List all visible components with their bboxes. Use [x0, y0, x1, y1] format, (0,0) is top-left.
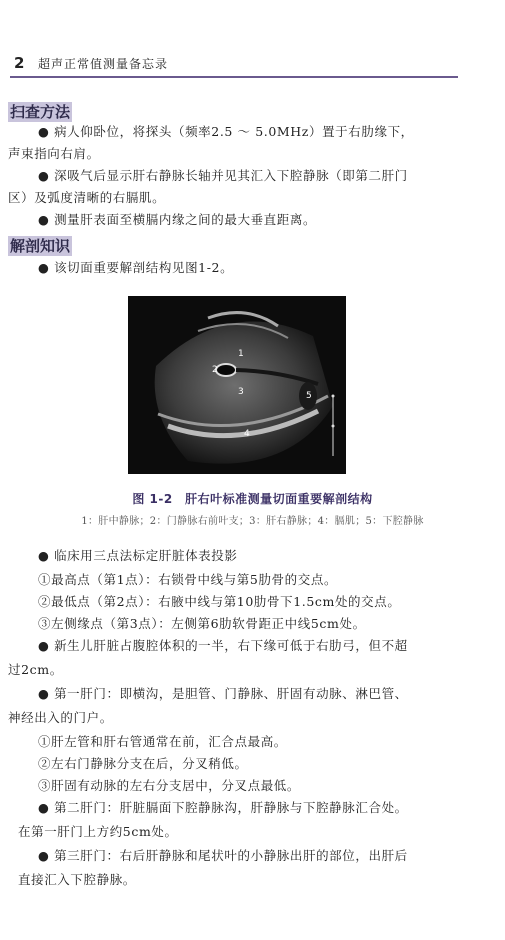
paragraph-line: ● 病人仰卧位，将探头（频率2.5 ～ 5.0MHz）置于右肋缘下，: [38, 124, 414, 139]
paragraph-line: ● 该切面重要解剖结构见图1-2。: [38, 260, 234, 275]
page-header: [0, 52, 505, 78]
book-title: 超声正常值测量备忘录: [38, 57, 169, 71]
paragraph-line: ①最高点（第1点）：右锁骨中线与第5肋骨的交点。: [38, 572, 338, 587]
section-title-anatomy: 解剖知识: [10, 237, 71, 255]
paragraph-line: ● 新生儿肝脏占腹腔体积的一半，右下缘可低于右肋弓，但不超: [38, 638, 408, 653]
paragraph-line: ● 第三肝门：右后肝静脉和尾状叶的小静脉出肝的部位，出肝后: [38, 848, 408, 863]
figure-label-2: 2: [212, 365, 218, 375]
paragraph-line: ● 临床用三点法标定肝脏体表投影: [38, 548, 238, 563]
ultrasound-image: [128, 296, 346, 474]
figure-caption-legend: 1：肝中静脉；2：门静脉右前叶支；3：肝右静脉；4：膈肌；5：下腔静脉: [81, 516, 424, 527]
ultrasound-svg: [128, 296, 346, 474]
figure-label-1: 1: [238, 349, 244, 359]
section-title-scan-method: 扫查方法: [10, 103, 71, 121]
paragraph-line: ● 第一肝门：即横沟，是胆管、门静脉、肝固有动脉、淋巴管、: [38, 686, 408, 701]
paragraph-line: 直接汇入下腔静脉。: [18, 872, 136, 887]
paragraph-line: ③肝固有动脉的左右分支居中，分叉点最低。: [38, 778, 301, 793]
paragraph-line: ①肝左管和肝右管通常在前，汇合点最高。: [38, 734, 287, 749]
paragraph-line: ● 第二肝门：肝脏膈面下腔静脉沟，肝静脉与下腔静脉汇合处。: [38, 800, 408, 815]
paragraph-line: ②左右门静脉分支在后，分叉稍低。: [38, 756, 248, 771]
paragraph-line: 声束指向右肩。: [8, 146, 100, 161]
paragraph-line: ②最低点（第2点）：右腋中线与第10肋骨下1.5cm处的交点。: [38, 594, 401, 609]
figure-caption-title: 图 1-2 肝右叶标准测量切面重要解剖结构: [132, 492, 373, 506]
paragraph-line: 在第一肝门上方约5cm处。: [18, 824, 178, 839]
figure-label-4: 4: [244, 429, 250, 439]
header-rule: [10, 76, 458, 78]
paragraph-line: ● 测量肝表面至横膈内缘之间的最大垂直距离。: [38, 212, 317, 227]
paragraph-line: 神经出入的门户。: [8, 710, 113, 725]
paragraph-line: ③左侧缘点（第3点）：左侧第6肋软骨距正中线5cm处。: [38, 616, 366, 631]
paragraph-line: 区）及弧度清晰的右膈肌。: [8, 190, 166, 205]
figure-label-5: 5: [306, 391, 312, 401]
page-number: 2: [14, 54, 25, 72]
paragraph-line: 过2cm。: [8, 662, 63, 677]
figure-label-3: 3: [238, 387, 244, 397]
paragraph-line: ● 深吸气后显示肝右静脉长轴并见其汇入下腔静脉（即第二肝门: [38, 168, 408, 183]
